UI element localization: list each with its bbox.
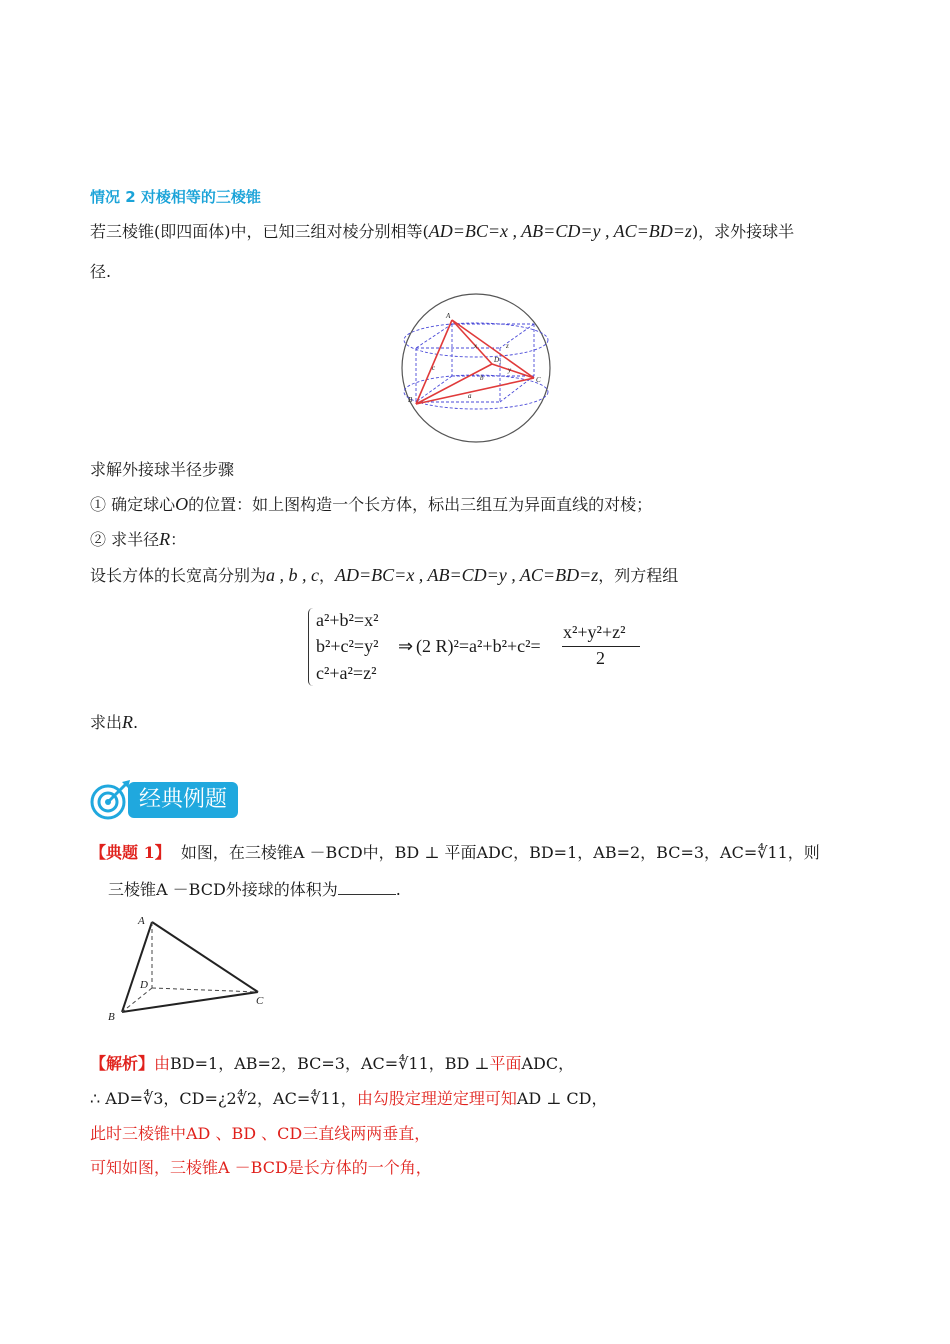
example-1-text: 如图，在三棱锥A －BCD中，BD ⊥ 平面ADC，BD=1，AB=2，BC=3，AC=∜11，则 [180, 843, 820, 862]
solution-line-4: 可知如图，三棱锥A －BCD是长方体的一个角， [90, 1158, 432, 1177]
solution-line-2 [90, 1087, 608, 1111]
tetrahedron-figure [104, 908, 274, 1026]
solution-line1-rest: BD=1，AB=2，BC=3，AC=∜11，BD ⊥ [170, 1054, 490, 1073]
example-1-line-1 [90, 841, 820, 865]
equation-line-3: c²+a²=z² [316, 663, 377, 683]
step-3 [90, 563, 678, 588]
problem-description [90, 219, 794, 244]
example-1-period: . [395, 880, 401, 899]
step3-suffix: ，列方程组 [598, 566, 679, 585]
fig2-label-b: B [108, 1011, 115, 1023]
target-icon [88, 778, 132, 822]
solution-tag: 【解析】 [90, 1054, 155, 1073]
fig2-label-d: D [140, 979, 148, 991]
steps-heading: 求解外接球半径步骤 [90, 460, 235, 479]
fig1-label-b-side: b [480, 374, 484, 382]
desc-line2: 径. [90, 262, 112, 281]
answer-blank[interactable] [338, 878, 396, 895]
step3-mid: ， [319, 566, 336, 585]
step2-var: R [159, 529, 171, 549]
fig2-label-c: C [256, 995, 264, 1007]
example-tag: 【典题 1】 [90, 843, 171, 862]
conclusion-prefix: 求出 [90, 713, 123, 732]
equation-brace [308, 608, 313, 686]
fig2-label-a: A [138, 915, 145, 927]
equation-denominator: 2 [596, 648, 605, 668]
step-2 [90, 527, 186, 552]
fraction-bar [562, 646, 640, 647]
step2-suffix: ： [170, 530, 187, 549]
upper-ellipse [404, 323, 548, 357]
step3-equation: AD=BC=x , AB=CD=y , AC=BD=z [335, 565, 599, 585]
desc-suffix: )，求外接球半 [691, 222, 795, 241]
fig1-label-a: A [446, 312, 451, 320]
solution-line-1 [90, 1052, 574, 1076]
tetrahedron-edges [416, 320, 534, 404]
solution-line2-end: AD ⊥ CD， [516, 1089, 608, 1108]
equation-middle: (2 R)²=a²+b²+c²= [416, 636, 541, 656]
sphere-figure [396, 292, 556, 444]
sphere-outline [402, 294, 550, 442]
solution-line-3: 此时三棱锥中AD 、BD 、CD三直线两两垂直， [90, 1124, 431, 1143]
desc-prefix: 若三棱锥(即四面体)中，已知三组对棱分别相等( [90, 222, 429, 241]
step1-prefix: ① 确定球心 [90, 495, 176, 514]
step3-vars: a , b , c [266, 565, 320, 585]
step3-prefix: 设长方体的长宽高分别为 [90, 566, 267, 585]
example-1-question: 三棱锥A －BCD外接球的体积为 [108, 880, 338, 899]
solution-line1-red: 由 [154, 1054, 171, 1073]
fig1-label-z: z [506, 342, 509, 350]
equation-line-1: a²+b²=x² [316, 610, 379, 630]
step1-var: O [175, 494, 189, 514]
solution-line2-black: ∴ AD=∜3，CD=¿2∜2，AC=∜11， [90, 1089, 357, 1108]
fig1-label-b: B [408, 396, 413, 404]
section-title: 情况 2 对棱相等的三棱锥 [90, 188, 261, 206]
solution-line2-red: 由勾股定理逆定理可知 [356, 1089, 517, 1108]
fig1-label-c: C [536, 376, 541, 384]
fig1-label-x: x [474, 342, 478, 350]
conclusion-var: R [122, 712, 134, 732]
equation-implies: ⇒ [398, 636, 414, 656]
solution-line1-end: ADC， [521, 1054, 575, 1073]
conclusion [90, 710, 138, 735]
solution-line1-red2: 平面 [489, 1054, 522, 1073]
example-1-line-2 [108, 878, 401, 902]
equation-line-2: b²+c²=y² [316, 636, 379, 656]
equation-numerator: x²+y²+z² [563, 622, 626, 642]
desc-equation: AD=BC=x , AB=CD=y , AC=BD=z [428, 221, 692, 241]
classic-examples-banner: 经典例题 [128, 782, 238, 818]
step2-prefix: ② 求半径 [90, 530, 160, 549]
step-1 [90, 492, 652, 517]
fig1-label-y: y [508, 366, 512, 374]
fig1-label-d: D₁ [494, 356, 502, 364]
fig1-label-c-side: c [432, 364, 436, 372]
step1-suffix: 的位置：如上图构造一个长方体，标出三组互为异面直线的对棱； [188, 495, 653, 514]
fig1-label-a-side: a [468, 392, 472, 400]
conclusion-suffix: . [133, 713, 139, 732]
